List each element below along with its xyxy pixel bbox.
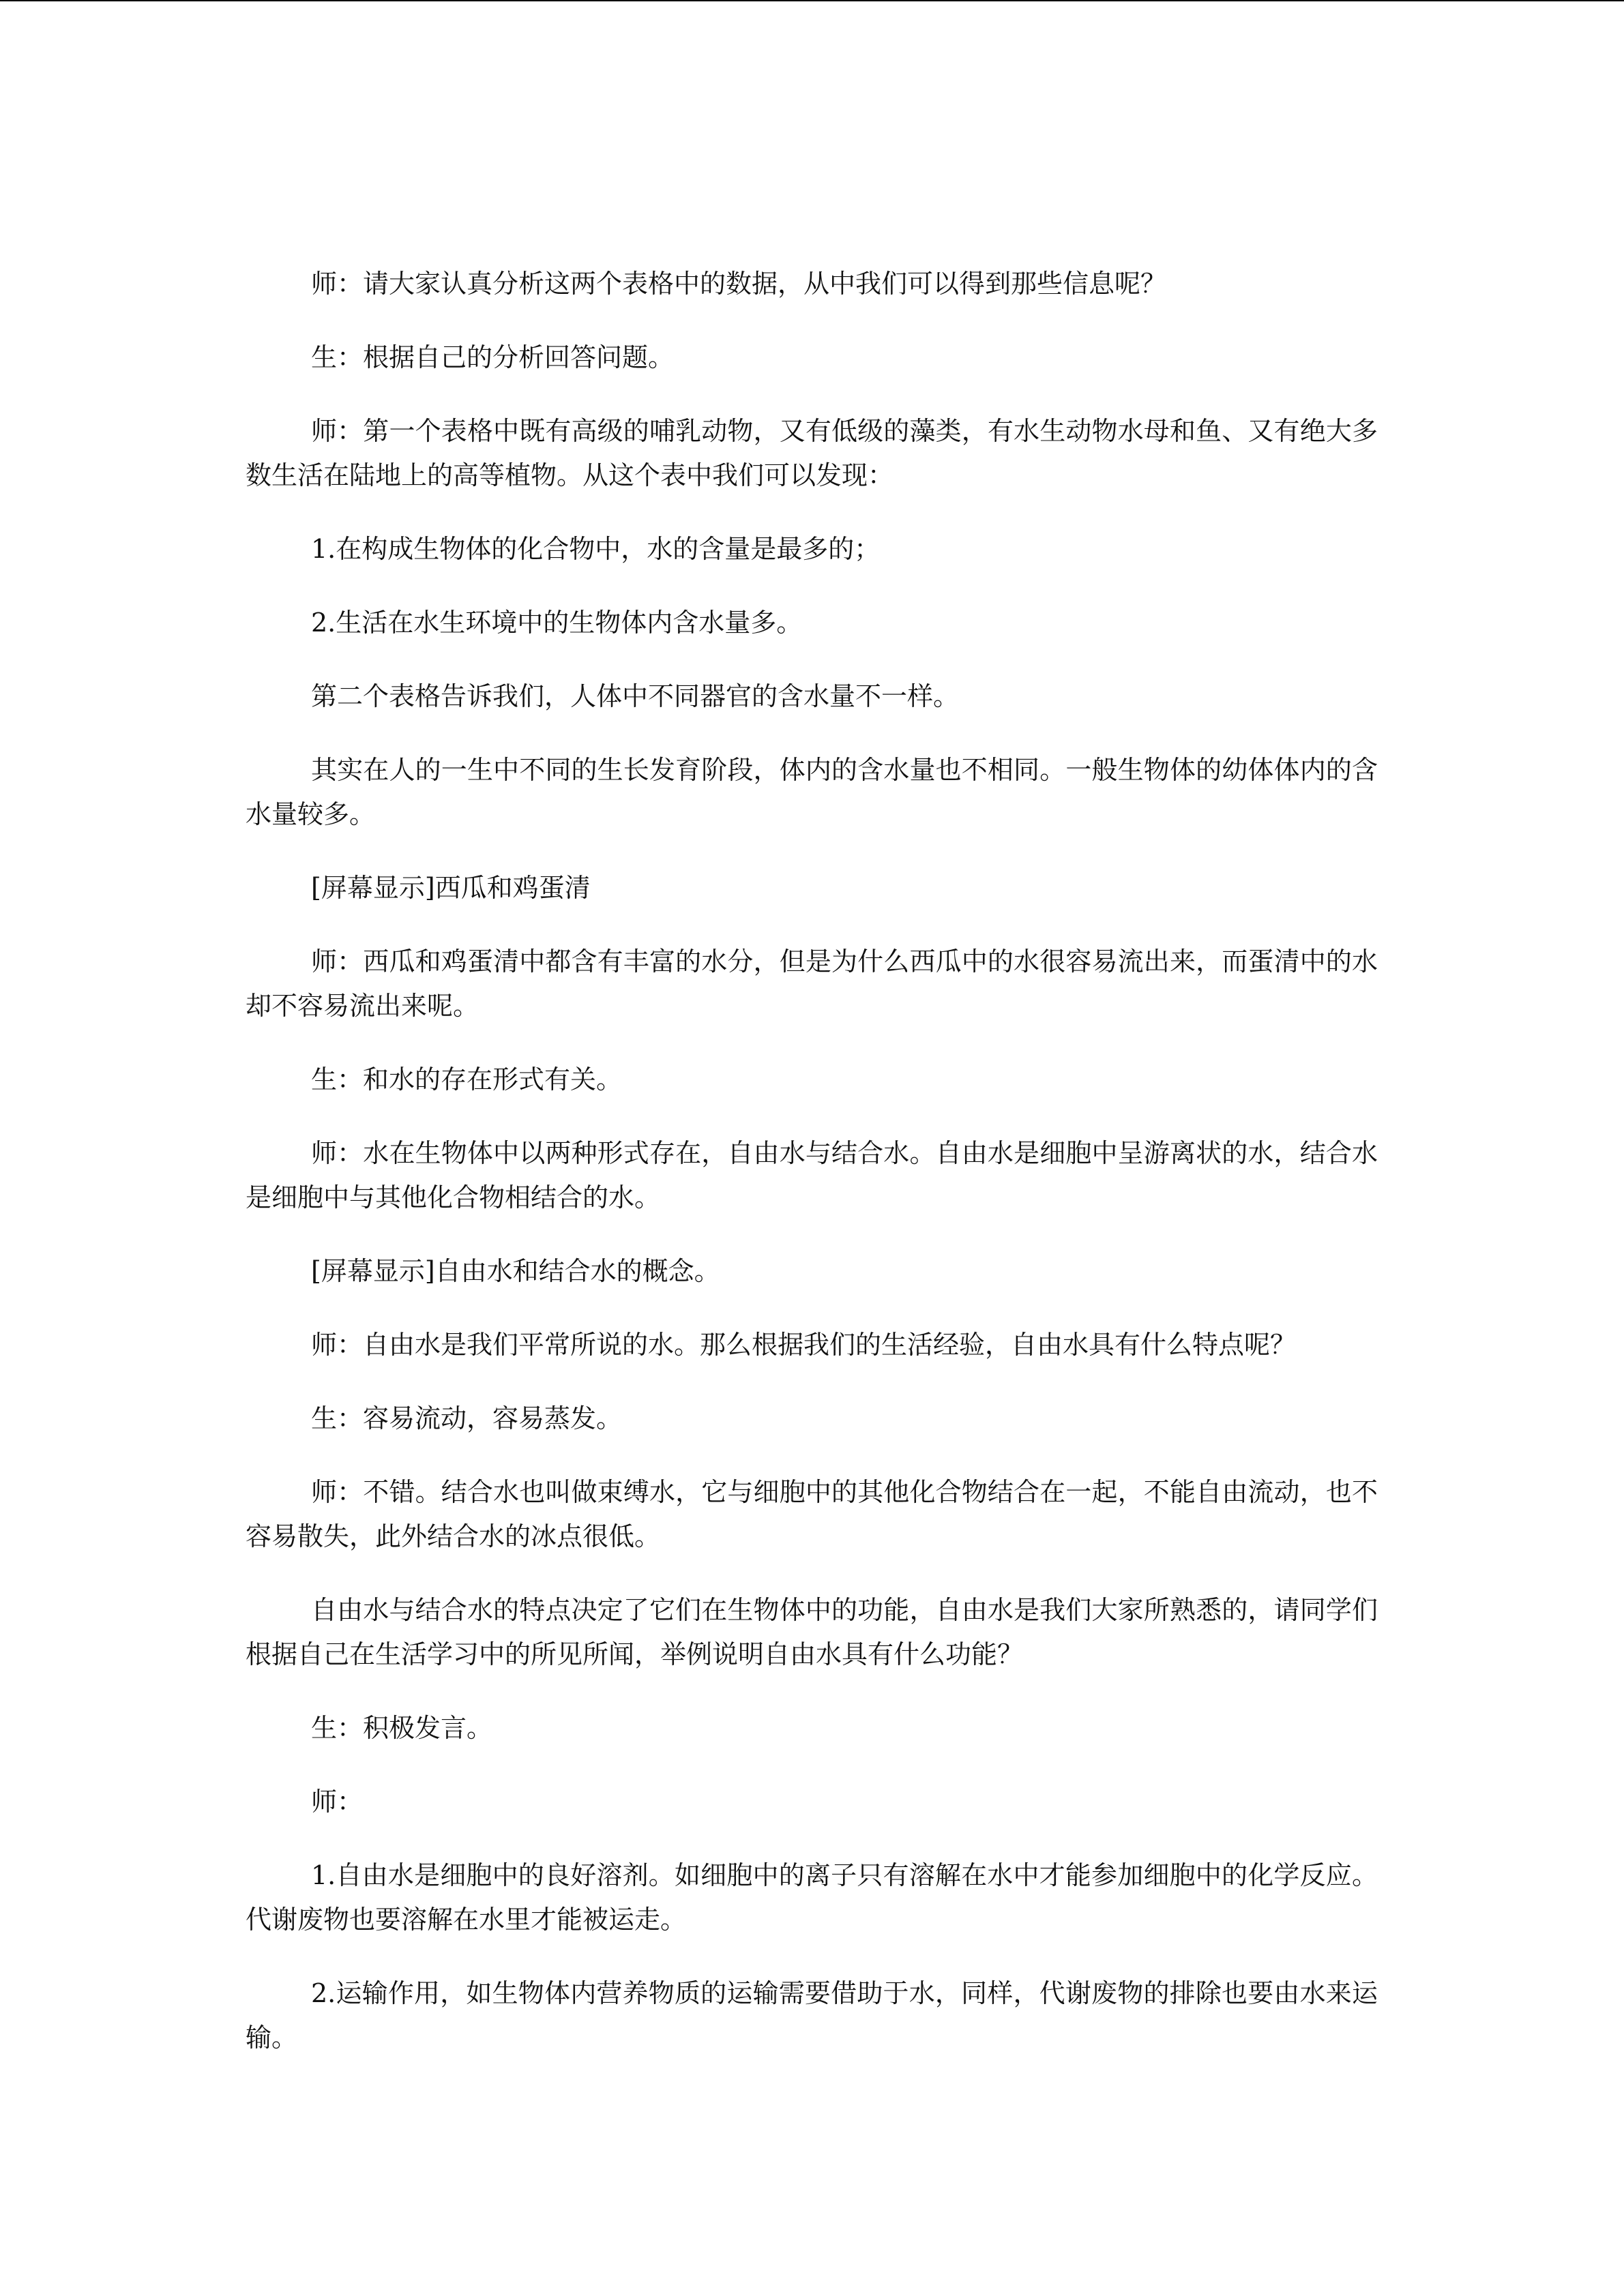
paragraph: 生：和水的存在形式有关。 xyxy=(311,1064,623,1094)
paragraph: 师：自由水是我们平常所说的水。那么根据我们的生活经验，自由水具有什么特点呢？ xyxy=(311,1330,1297,1360)
paragraph: 师：请大家认真分析这两个表格中的数据，从中我们可以得到那些信息呢？ xyxy=(311,269,1167,299)
paragraph: 师：第一个表格中既有高级的哺乳动物，又有低级的藻类，有水生动物水母和鱼、又有绝大多数生活在陆地上的高等植物。从这个表中我们可以发现： xyxy=(246,416,1378,490)
paragraph: 师：不错。结合水也叫做束缚水，它与细胞中的其他化合物结合在一起，不能自由流动，也不容易散失，此外结合水的冰点很低。 xyxy=(246,1477,1378,1551)
paragraph: 师：西瓜和鸡蛋清中都含有丰富的水分，但是为什么西瓜中的水很容易流出来，而蛋清中的水却不容易流出来呢。 xyxy=(246,946,1378,1021)
paragraph: 师：水在生物体中以两种形式存在，自由水与结合水。自由水是细胞中呈游离状的水，结合水是细胞中与其他化合物相结合的水。 xyxy=(246,1138,1378,1212)
paragraph: 生：根据自己的分析回答问题。 xyxy=(311,342,675,372)
paragraph: 1.自由水是细胞中的良好溶剂。如细胞中的离子只有溶解在水中才能参加细胞中的化学反应。代谢废物也要溶解在水里才能被运走。 xyxy=(246,1860,1378,1935)
paragraph: [屏幕显示]自由水和结合水的概念。 xyxy=(311,1256,720,1286)
paragraph: 师： xyxy=(311,1787,364,1817)
paragraph: 2.生活在水生环境中的生物体内含水量多。 xyxy=(311,608,803,638)
paragraph: 1.在构成生物体的化合物中，水的含量是最多的； xyxy=(311,534,881,564)
paragraph: [屏幕显示]西瓜和鸡蛋清 xyxy=(311,873,591,903)
paragraph: 2.运输作用，如生物体内营养物质的运输需要借助于水，同样，代谢废物的排除也要由水来运输。 xyxy=(246,1978,1378,2053)
paragraph: 生：积极发言。 xyxy=(311,1713,493,1743)
paragraph: 第二个表格告诉我们，人体中不同器官的含水量不一样。 xyxy=(311,681,960,711)
paragraph: 其实在人的一生中不同的生长发育阶段，体内的含水量也不相同。一般生物体的幼体体内的含水量较多。 xyxy=(246,755,1378,829)
paragraph: 生：容易流动，容易蒸发。 xyxy=(311,1403,623,1433)
paragraph: 自由水与结合水的特点决定了它们在生物体中的功能，自由水是我们大家所熟悉的，请同学们根据自己在生活学习中的所见所闻，举例说明自由水具有什么功能？ xyxy=(246,1595,1378,1669)
document-body xyxy=(246,262,1378,2089)
